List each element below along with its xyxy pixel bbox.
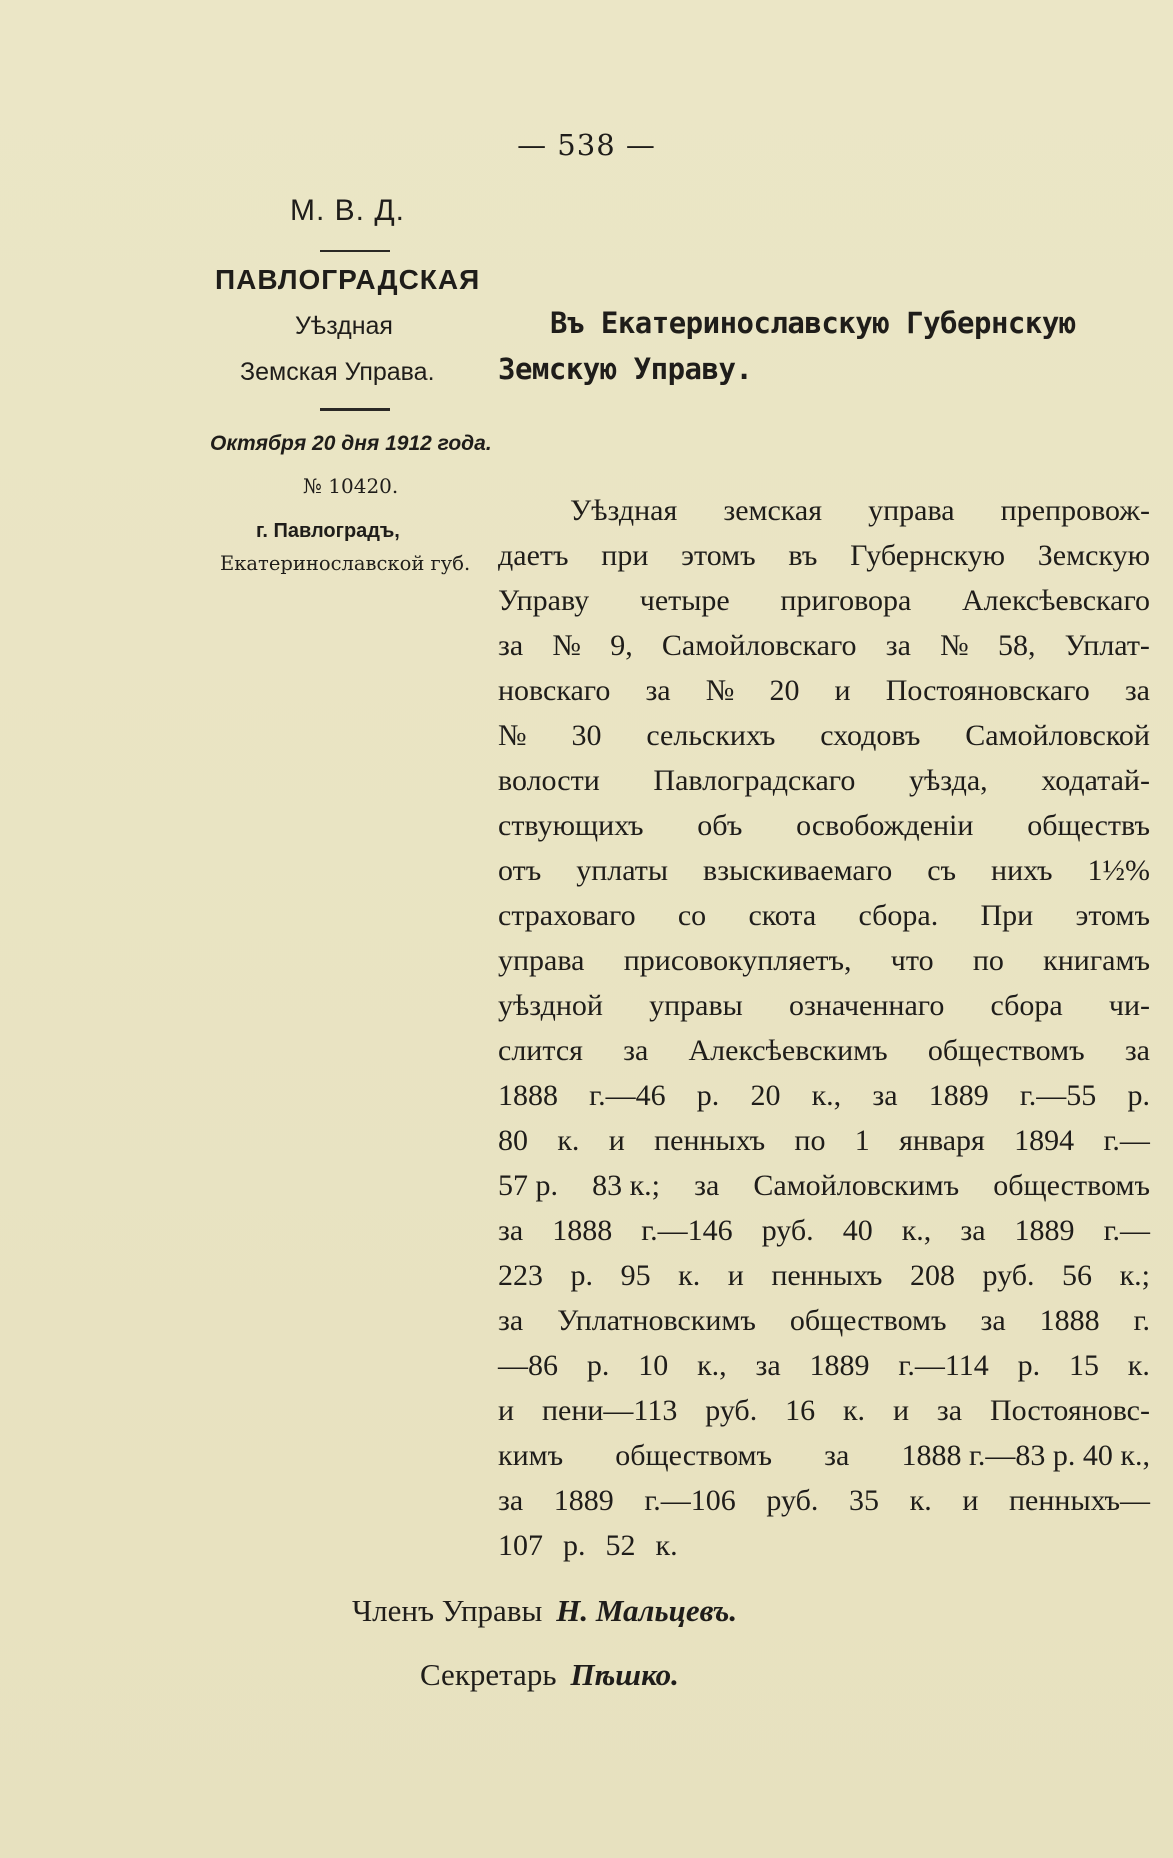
body-word: к. [557, 1124, 580, 1157]
body-word: руб. [705, 1394, 758, 1427]
body-word: отъ [498, 854, 542, 887]
body-line [498, 578, 1150, 623]
ministry-abbreviation: М. В. Д. [290, 194, 405, 227]
body-word: этомъ [1075, 899, 1150, 932]
body-line [498, 1253, 1150, 1298]
body-line [498, 983, 1150, 1028]
body-word: к., [811, 1079, 842, 1112]
body-word: за [498, 1304, 524, 1337]
addressee [498, 300, 1158, 392]
body-word: При [980, 899, 1034, 932]
body-line [498, 668, 1150, 713]
body-word: г.— [1103, 1124, 1150, 1157]
body-word: и [608, 1124, 625, 1157]
body-line [498, 803, 1150, 848]
body-word: за [936, 1394, 963, 1427]
body-line [498, 488, 1150, 533]
body-word: г.— [1103, 1214, 1150, 1247]
body-word: управы [649, 989, 743, 1022]
body-word: 1 [854, 1124, 870, 1157]
province: Екатеринославской губ. [220, 552, 471, 575]
body-word: при [601, 539, 649, 572]
body-word: волости [498, 764, 600, 797]
body-word: № [552, 629, 581, 662]
body-word: р. [586, 1349, 610, 1382]
body-word: за [645, 674, 671, 707]
letter-body [498, 488, 1150, 1568]
body-word: сходовъ [820, 719, 921, 752]
body-line [498, 1523, 1150, 1568]
body-word: слится [498, 1034, 583, 1067]
city: г. Павлоградъ, [256, 520, 400, 542]
body-word: 1888 [1039, 1304, 1100, 1337]
organization-subtitle: Уѣздная [295, 312, 393, 340]
body-word: к. [655, 1529, 678, 1562]
body-word: № [940, 629, 969, 662]
body-word: Самойловскимъ [753, 1169, 960, 1202]
body-word: управа [868, 494, 955, 527]
divider-rule [320, 408, 390, 411]
body-word: со [677, 899, 707, 932]
body-word: января [899, 1124, 985, 1157]
body-word: пенныхъ— [1008, 1484, 1150, 1517]
body-word: съ [927, 854, 957, 887]
body-word: к. [678, 1259, 701, 1292]
body-word: означеннаго [788, 989, 945, 1022]
member-signature [352, 1593, 737, 1629]
body-word: обществомъ [615, 1439, 773, 1472]
body-word: Алексѣевскаго [962, 584, 1150, 617]
body-word: к.; [1119, 1259, 1150, 1292]
body-line [498, 623, 1150, 668]
body-word: въ [788, 539, 818, 572]
body-word: пенныхъ [771, 1259, 883, 1292]
body-line [498, 848, 1150, 893]
body-word: г.—106 [644, 1484, 736, 1517]
page-number: — 538 — [517, 128, 656, 162]
document-number: № 10420. [303, 474, 399, 498]
body-word: 57 р. [498, 1169, 558, 1202]
body-word: новскаго [498, 674, 611, 707]
body-word: присовокупляетъ, [623, 944, 852, 977]
body-word: скота [748, 899, 817, 932]
body-word: 1888 [498, 1079, 558, 1112]
body-word: обществъ [1027, 809, 1150, 842]
body-line [498, 1298, 1150, 1343]
body-word: Алексѣевскимъ [688, 1034, 888, 1067]
body-line [498, 1388, 1150, 1433]
body-word: Земскую [1037, 539, 1150, 572]
body-word: за [980, 1304, 1006, 1337]
body-word: уѣзда, [909, 764, 988, 797]
body-line [498, 1028, 1150, 1073]
body-word: г.—114 [898, 1349, 989, 1382]
body-word: уѣздной [498, 989, 603, 1022]
body-word: № [705, 674, 735, 707]
body-word: обществомъ [789, 1304, 947, 1337]
body-word: управа [498, 944, 585, 977]
body-word: за [885, 629, 911, 662]
body-line [498, 1433, 1150, 1478]
body-word: Постояновс- [989, 1394, 1150, 1427]
body-word: г.—46 [589, 1079, 666, 1112]
body-line [498, 893, 1150, 938]
body-word: пенныхъ [654, 1124, 766, 1157]
body-word: за [498, 629, 524, 662]
body-word: обществомъ [927, 1034, 1085, 1067]
body-word: 80 [498, 1124, 528, 1157]
body-word: —86 [498, 1349, 558, 1382]
body-word: и [727, 1259, 744, 1292]
body-word: р. [570, 1259, 594, 1292]
body-word: Павлоградскаго [653, 764, 856, 797]
body-word: за [960, 1214, 986, 1247]
body-word: объ [697, 809, 743, 842]
body-word: 20 [769, 674, 800, 707]
body-word: 30 [571, 719, 602, 752]
body-word: 35 [849, 1484, 880, 1517]
body-word: кимъ [498, 1439, 564, 1472]
body-word: 1889 [1014, 1214, 1075, 1247]
body-line [498, 1163, 1150, 1208]
body-word: 83 к.; [592, 1169, 661, 1202]
body-word: к. [909, 1484, 932, 1517]
body-word: г.—146 [641, 1214, 733, 1247]
body-word: Управу [498, 584, 590, 617]
body-word: за [498, 1214, 524, 1247]
divider-rule [320, 250, 390, 252]
body-word: 15 [1068, 1349, 1099, 1382]
body-word: 20 [750, 1079, 781, 1112]
body-word: четыре [639, 584, 730, 617]
body-word: к. [1127, 1349, 1150, 1382]
body-word: препровож- [1000, 494, 1150, 527]
body-word: приговора [780, 584, 912, 617]
body-word: г. [1133, 1304, 1150, 1337]
body-word: и [892, 1394, 910, 1427]
body-word: Постояновскаго [885, 674, 1090, 707]
body-word: 1889 [553, 1484, 614, 1517]
body-word: за [498, 1484, 524, 1517]
body-word: 9, [610, 629, 633, 662]
organization-name: ПАВЛОГРАДСКАЯ [215, 264, 481, 295]
body-word: за [1124, 674, 1150, 707]
body-line [498, 1118, 1150, 1163]
body-word: по [794, 1124, 826, 1157]
body-line [498, 713, 1150, 758]
body-word: за [1124, 1034, 1150, 1067]
body-word: и [834, 674, 851, 707]
body-word: Уплатновскимъ [557, 1304, 756, 1337]
body-word: р. [696, 1079, 720, 1112]
body-word: Губернскую [850, 539, 1006, 572]
body-word: 16 [785, 1394, 816, 1427]
body-word: г.—55 [1019, 1079, 1097, 1112]
addressee-line: Земскую Управу. [498, 352, 753, 386]
body-word: 56 [1062, 1259, 1093, 1292]
body-word: за [623, 1034, 649, 1067]
body-word: сбора. [858, 899, 939, 932]
body-word: Уѣздная [570, 494, 678, 527]
body-word: книгамъ [1043, 944, 1150, 977]
body-word: пени—113 [541, 1394, 678, 1427]
body-word: по [972, 944, 1004, 977]
body-word: 1888 г.—83 р. 40 к., [901, 1439, 1150, 1472]
secretary-label: Секретарь [420, 1657, 557, 1692]
body-word: 40 [842, 1214, 873, 1247]
member-name: Н. Мальцевъ. [556, 1593, 738, 1628]
addressee-line: Въ Екатеринославскую Губернскую [550, 306, 1076, 340]
body-word: земская [723, 494, 823, 527]
body-word: 58, [997, 629, 1036, 662]
body-word: р. [1127, 1079, 1150, 1112]
body-word: № [498, 719, 527, 752]
body-word: за [694, 1169, 720, 1202]
body-word: р. [563, 1529, 586, 1562]
secretary-name: Пѣшко. [570, 1657, 679, 1692]
body-word: за [872, 1079, 898, 1112]
body-word: 107 [498, 1529, 543, 1562]
body-word: этомъ [681, 539, 756, 572]
body-word: сбора [990, 989, 1063, 1022]
body-word: чи- [1108, 989, 1150, 1022]
body-line [498, 1073, 1150, 1118]
body-word: страховаго [498, 899, 636, 932]
body-word: обществомъ [993, 1169, 1150, 1202]
body-word: 52 [605, 1529, 636, 1562]
body-word: 1894 [1014, 1124, 1075, 1157]
body-word: 1889 [809, 1349, 870, 1382]
body-word: ходатай- [1041, 764, 1150, 797]
body-word: руб. [766, 1484, 819, 1517]
body-word: к. [842, 1394, 866, 1427]
body-word: 10 [638, 1349, 669, 1382]
body-word: сельскихъ [646, 719, 776, 752]
body-line [498, 533, 1150, 578]
body-word: ствующихъ [498, 809, 644, 842]
body-word: 95 [620, 1259, 651, 1292]
body-word: освобожденіи [796, 809, 974, 842]
body-word: руб. [761, 1214, 814, 1247]
body-word: руб. [982, 1259, 1035, 1292]
secretary-signature [420, 1657, 679, 1693]
body-word: 223 [498, 1259, 543, 1292]
body-word: Самойловскаго [661, 629, 857, 662]
body-word: 1889 [928, 1079, 989, 1112]
body-word: и [498, 1394, 515, 1427]
body-word: р. [1017, 1349, 1041, 1382]
body-word: Уплат- [1064, 629, 1150, 662]
body-line [498, 1478, 1150, 1523]
body-word: 1½% [1087, 854, 1150, 887]
body-word: даетъ [498, 539, 569, 572]
body-word: за [755, 1349, 781, 1382]
body-word: 1888 [552, 1214, 613, 1247]
body-word: за [824, 1439, 850, 1472]
body-word: что [890, 944, 934, 977]
body-word: к., [901, 1214, 932, 1247]
body-word: нихъ [991, 854, 1053, 887]
member-label: Членъ Управы [352, 1593, 543, 1628]
organization-subtitle-2: Земская Управа. [240, 358, 435, 386]
body-word: Самойловской [965, 719, 1150, 752]
body-line [498, 1343, 1150, 1388]
body-line [498, 1208, 1150, 1253]
body-line [498, 938, 1150, 983]
body-word: 208 [909, 1259, 955, 1292]
body-word: взыскиваемаго [703, 854, 893, 887]
body-word: и [962, 1484, 979, 1517]
body-line [498, 758, 1150, 803]
body-word: уплаты [576, 854, 669, 887]
document-date: Октября 20 дня 1912 года. [210, 432, 492, 455]
body-word: к., [697, 1349, 727, 1382]
